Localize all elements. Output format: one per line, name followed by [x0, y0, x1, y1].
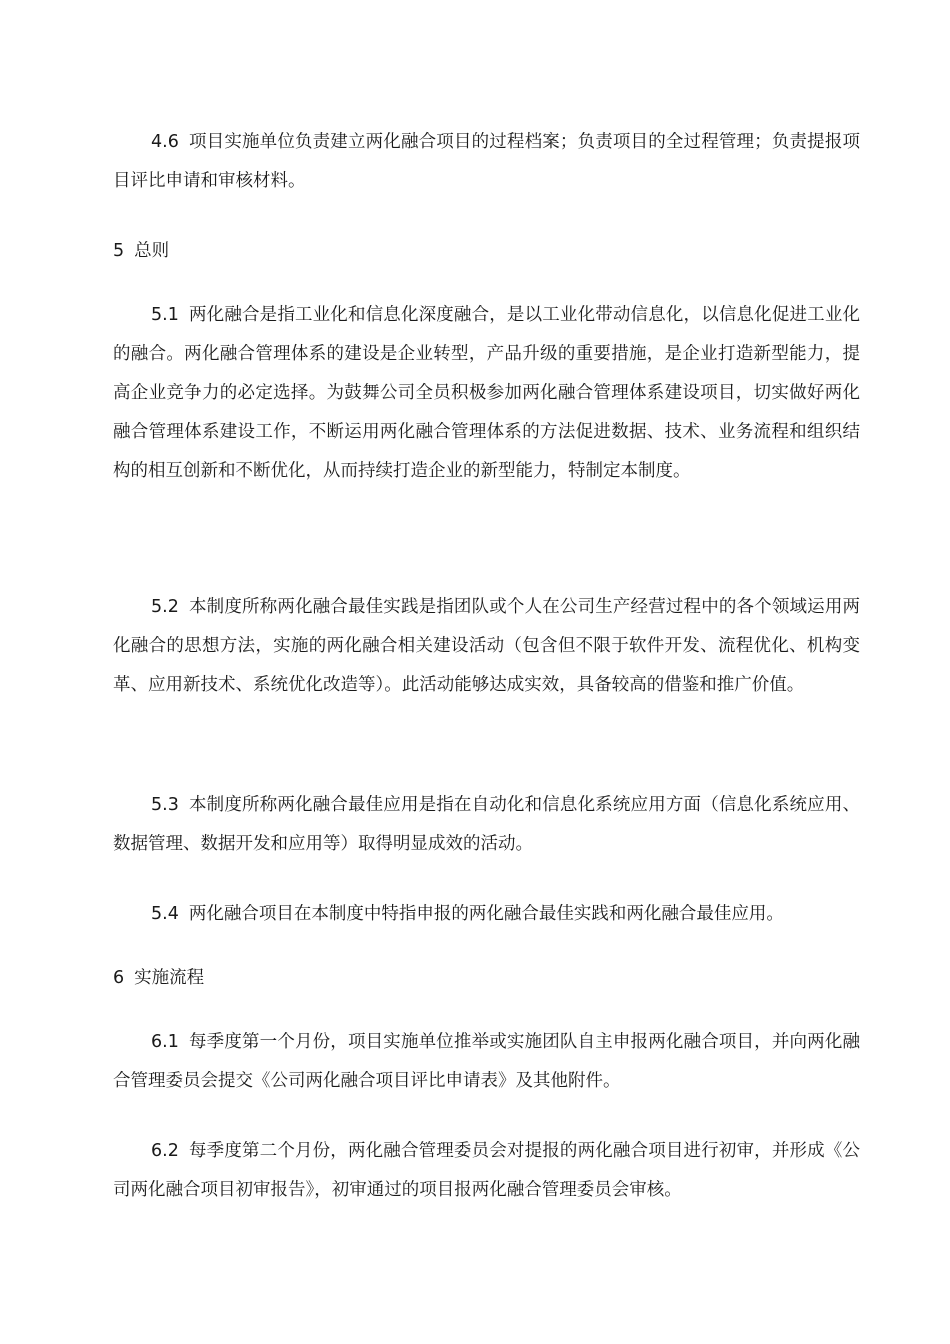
clause-text: 每季度第一个月份，项目实施单位推举或实施团队自主申报两化融合项目，并向两化融合管理委员会提交《公司两化融合项目评比申请表》及其他附件。: [113, 1032, 860, 1091]
clause-text: 两化融合是指工业化和信息化深度融合，是以工业化带动信息化，以信息化促进工业化的融合。两化融合管理体系的建设是企业转型，产品升级的重要措施，是企业打造新型能力，提高企业竞争力的必定选择。为鼓舞公司全员积极参加两化融合管理体系建设项目，切实做好两化融合管理体系建设工作，不断运用两化融合管理体系的方法促进数据、技术、业务流程和组织结构的相互创新和不断优化，从而持续打造企业的新型能力，特制定本制度。: [113, 305, 860, 481]
paragraph-5-4: [113, 895, 860, 934]
clause-text: 每季度第二个月份，两化融合管理委员会对提报的两化融合项目进行初审，并形成《公司两化融合项目初审报告》，初审通过的项目报两化融合管理委员会审核。: [113, 1141, 860, 1200]
clause-number: 4.6: [151, 132, 179, 152]
section-title: 总则: [134, 241, 170, 261]
paragraph-6-2: [113, 1132, 860, 1210]
clause-text: 本制度所称两化融合最佳实践是指团队或个人在公司生产经营过程中的各个领域运用两化融合的思想方法，实施的两化融合相关建设活动（包含但不限于软件开发、流程优化、机构变革、应用新技术、系统优化改造等）。此活动能够达成实效，具备较高的借鉴和推广价值。: [113, 597, 860, 695]
clause-number: 5.1: [151, 305, 179, 325]
section-title: 实施流程: [134, 968, 205, 988]
paragraph-5-2: [113, 588, 860, 705]
paragraph-5-1: [113, 296, 860, 491]
clause-number: 6.2: [151, 1141, 179, 1161]
clause-number: 6.1: [151, 1032, 179, 1052]
section-number: 5: [113, 241, 125, 261]
clause-text: 项目实施单位负责建立两化融合项目的过程档案；负责项目的全过程管理；负责提报项目评比申请和审核材料。: [113, 132, 860, 191]
clause-text: 本制度所称两化融合最佳应用是指在自动化和信息化系统应用方面（信息化系统应用、数据管理、数据开发和应用等）取得明显成效的活动。: [113, 795, 860, 854]
clause-number: 5.2: [151, 597, 179, 617]
paragraph-6-1: [113, 1023, 860, 1101]
section-number: 6: [113, 968, 125, 988]
clause-number: 5.4: [151, 904, 179, 924]
clause-text: 两化融合项目在本制度中特指申报的两化融合最佳实践和两化融合最佳应用。: [188, 904, 784, 924]
section-heading-5: [113, 232, 169, 271]
paragraph-5-3: [113, 786, 860, 864]
section-heading-6: [113, 959, 204, 998]
clause-number: 5.3: [151, 795, 179, 815]
paragraph-4-6: [113, 123, 860, 201]
